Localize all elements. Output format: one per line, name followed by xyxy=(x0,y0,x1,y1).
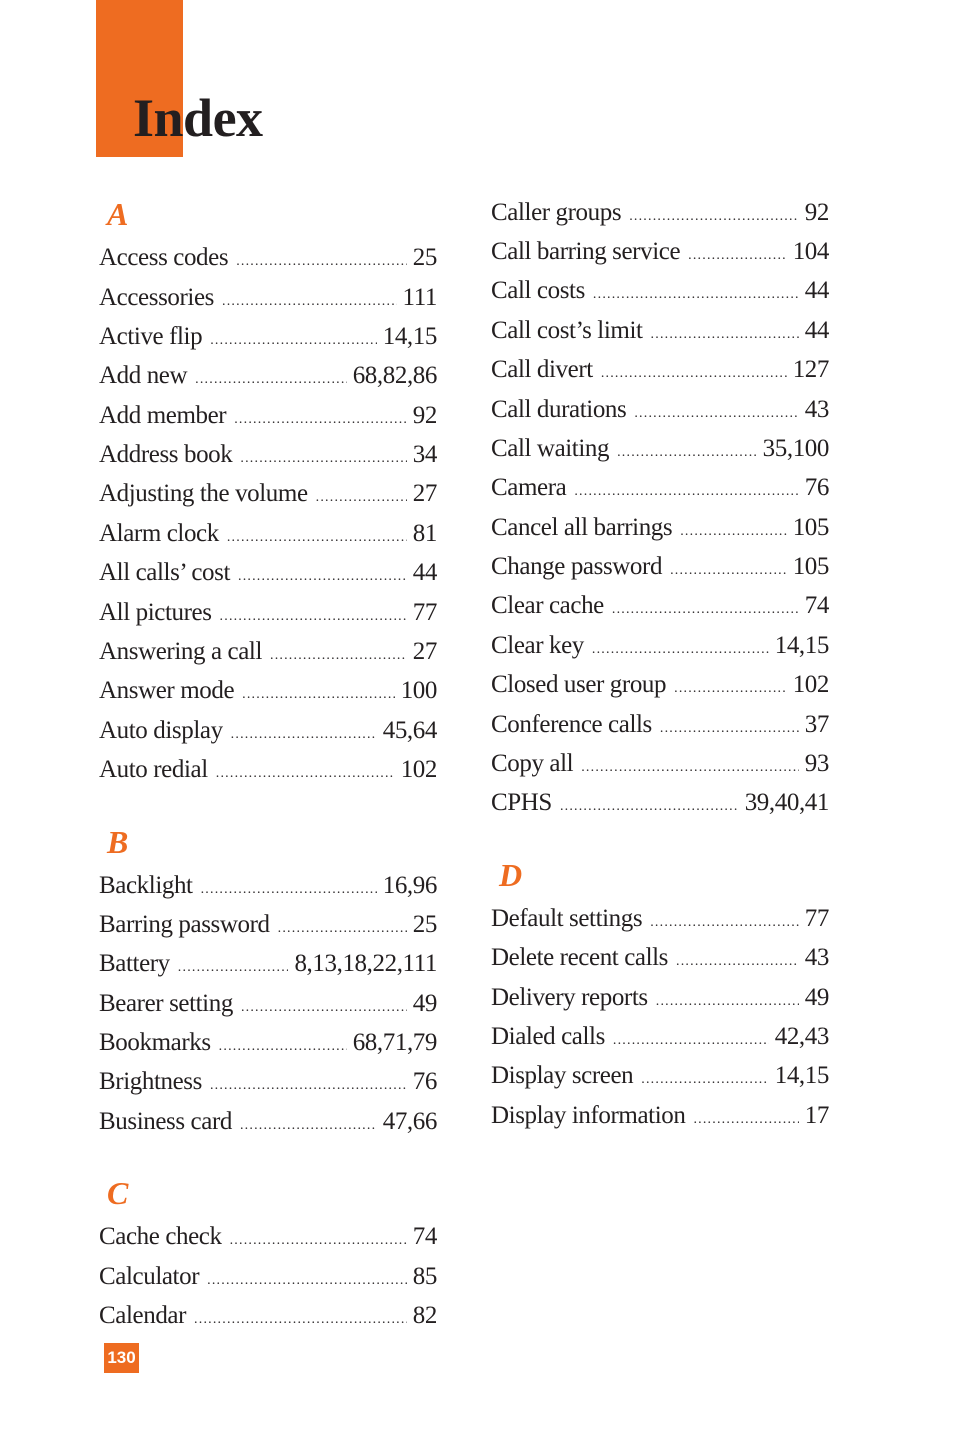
index-entry: Cancel all barrings ..... 105 xyxy=(491,510,829,546)
index-entry: Call cost’s limit ..... 44 xyxy=(491,313,829,349)
page-title: Index xyxy=(133,88,263,148)
index-entry: Answer mode ..... 100 xyxy=(99,673,437,709)
index-entry: Barring password ..... 25 xyxy=(99,907,437,943)
index-entry: Call costs ..... 44 xyxy=(491,273,829,309)
index-entry: Answering a call ..... 27 xyxy=(99,634,437,670)
index-entry: Backlight ..... 16,96 xyxy=(99,868,437,904)
index-entry: Calculator ..... 85 xyxy=(99,1259,437,1295)
index-entry: All calls’ cost ..... 44 xyxy=(99,555,437,591)
index-entry: Conference calls ..... 37 xyxy=(491,707,829,743)
page-number-badge: 130 xyxy=(104,1343,139,1373)
index-entry: Add new ..... 68,82,86 xyxy=(99,358,437,394)
index-entry: Clear key ..... 14,15 xyxy=(491,628,829,664)
index-entry: Call durations ..... 43 xyxy=(491,392,829,428)
index-entry: Default settings ..... 77 xyxy=(491,901,829,937)
index-entry: Accessories ..... 111 xyxy=(99,280,437,316)
index-entry: Address book ..... 34 xyxy=(99,437,437,473)
index-entry: Call barring service ..... 104 xyxy=(491,234,829,270)
index-entry: All pictures ..... 77 xyxy=(99,595,437,631)
index-entry: Calendar ..... 82 xyxy=(99,1298,437,1334)
index-entry: Closed user group ..... 102 xyxy=(491,667,829,703)
index-entry: Display information ..... 17 xyxy=(491,1098,829,1134)
index-entry: Delivery reports ..... 49 xyxy=(491,980,829,1016)
index-entry: Battery ..... 8,13,18,22,111 xyxy=(99,946,437,982)
index-entry: Caller groups ..... 92 xyxy=(491,195,829,231)
index-entry: CPHS ..... 39,40,41 xyxy=(491,785,829,821)
index-entry: Auto redial ..... 102 xyxy=(99,752,437,788)
section-letter-d: D xyxy=(499,857,523,893)
index-entry: Adjusting the volume ..... 27 xyxy=(99,476,437,512)
index-entry: Add member ..... 92 xyxy=(99,398,437,434)
index-entry: Delete recent calls ..... 43 xyxy=(491,940,829,976)
index-entry: Clear cache ..... 74 xyxy=(491,588,829,624)
index-entry: Call waiting ..... 35,100 xyxy=(491,431,829,467)
index-entry: Bookmarks ..... 68,71,79 xyxy=(99,1025,437,1061)
index-entry: Copy all ..... 93 xyxy=(491,746,829,782)
section-letter-c: C xyxy=(107,1175,129,1211)
index-entry: Active flip ..... 14,15 xyxy=(99,319,437,355)
section-letter-b: B xyxy=(107,824,129,860)
index-entry: Call divert ..... 127 xyxy=(491,352,829,388)
index-entry: Camera ..... 76 xyxy=(491,470,829,506)
index-entry: Cache check ..... 74 xyxy=(99,1219,437,1255)
index-entry: Auto display ..... 45,64 xyxy=(99,713,437,749)
index-entry: Bearer setting ..... 49 xyxy=(99,986,437,1022)
index-entry: Dialed calls ..... 42,43 xyxy=(491,1019,829,1055)
index-entry: Brightness ..... 76 xyxy=(99,1064,437,1100)
index-entry: Alarm clock ..... 81 xyxy=(99,516,437,552)
index-entry: Display screen ..... 14,15 xyxy=(491,1058,829,1094)
section-letter-a: A xyxy=(107,196,129,232)
index-entry: Business card ..... 47,66 xyxy=(99,1104,437,1140)
index-entry: Change password ..... 105 xyxy=(491,549,829,585)
index-entry: Access codes ..... 25 xyxy=(99,240,437,276)
